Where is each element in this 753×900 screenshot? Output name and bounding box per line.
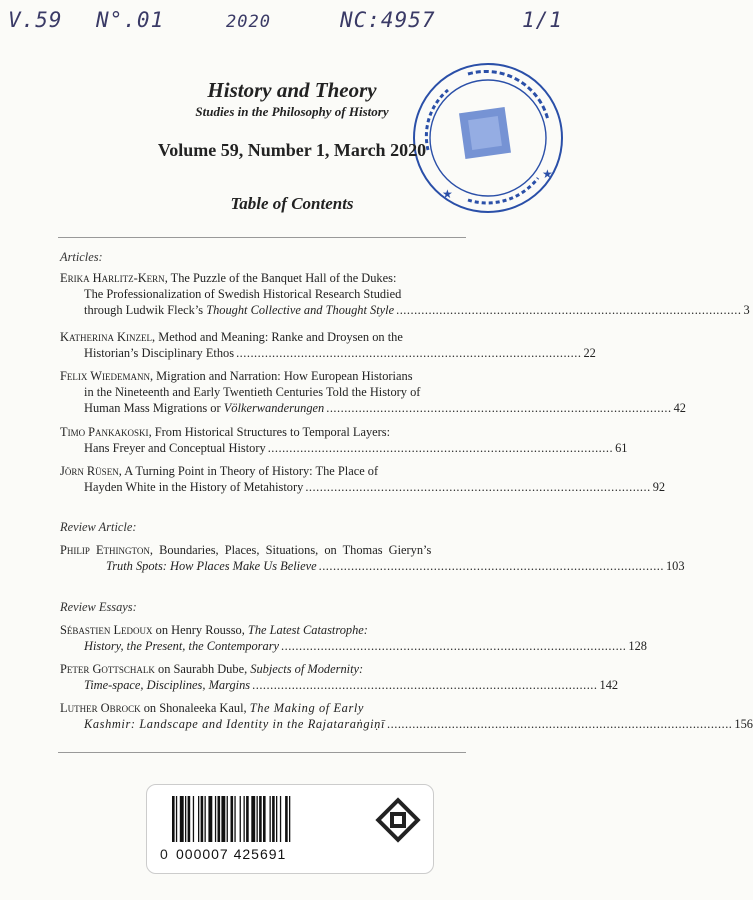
handwritten-volume: V.59: [8, 8, 63, 32]
entry-author: Peter Gottschalk: [60, 662, 155, 676]
entry-italic-title: Thought Collective and Thought Style: [206, 303, 395, 318]
entry-italic-title: Truth Spots: How Places Make Us Believe: [106, 559, 317, 574]
entry-title-line: A Turning Point in Theory of History: The Place of: [124, 464, 379, 478]
dot-leader: ................................................................................................: [281, 639, 627, 654]
barcode-leading-digit: 0: [160, 846, 168, 862]
entry-title-line: Boundaries, Places, Situations, on Thomas Gieryn’s: [159, 543, 432, 557]
barcode-bar: [218, 796, 221, 842]
journal-subtitle: Studies in the Philosophy of History: [195, 104, 389, 119]
toc-title: Table of Contents: [230, 194, 354, 213]
dot-leader: ................................................................................................: [387, 717, 733, 732]
toc-entry: [60, 622, 647, 654]
entry-author: Luther Obrock: [60, 701, 141, 715]
barcode-bar: [201, 796, 204, 842]
handwritten-nc: NC:4957: [340, 8, 436, 32]
svg-text:★: ★: [442, 187, 453, 201]
dot-leader: ................................................................................................: [236, 346, 582, 361]
svg-text:★: ★: [542, 167, 553, 181]
section-label-review-essays: Review Essays:: [60, 600, 137, 614]
entry-italic-title: The Latest Catastrophe:: [247, 623, 368, 637]
entry-title-line: Migration and Narration: How European Historians: [156, 369, 413, 383]
toc-entry: Philip Ethington, Boundaries, Places, Situations, on Thomas Gieryn’s Truth Spots: How Places Make Us Believe ................................................................................................ 103: [60, 543, 685, 574]
entry-title-line: on Henry Rousso,: [155, 623, 248, 637]
journal-title: History and Theory: [207, 78, 377, 102]
barcode-bar: [221, 796, 225, 842]
handwritten-fraction: 1/1: [522, 8, 563, 32]
section-label-articles: Articles:: [60, 250, 103, 264]
toc-entry: Timo Pankakoski, From Historical Structures to Temporal Layers: Hans Freyer and Conceptual History ................................................................................................ 61: [60, 425, 628, 456]
bottom-divider: [58, 752, 466, 753]
barcode-bar: [198, 796, 199, 842]
dot-leader: ................................................................................................: [326, 401, 672, 416]
barcode-bar: [289, 796, 290, 842]
toc-entry: [60, 661, 619, 693]
barcode-bar: [259, 796, 262, 842]
toc-entry: Katherina Kinzel, Method and Meaning: Ranke and Droysen on the Historian’s Disciplinary Ethos ................................................................................................ 22: [60, 330, 596, 361]
barcode-bar: [231, 796, 234, 842]
entry-title-line: The Professionalization of Swedish Historical Research Studied: [84, 287, 402, 302]
entry-author: Erika Harlitz-Kern: [60, 271, 165, 285]
top-divider: [58, 237, 466, 238]
entry-page: 61: [615, 441, 628, 456]
barcode-bar: [276, 796, 277, 842]
barcode-bar: [193, 796, 194, 842]
entry-title-line: Hayden White in the History of Metahistory: [84, 480, 304, 495]
entry-author: Katherina Kinzel: [60, 330, 152, 344]
entry-title-line: through Ludwik Fleck’s: [84, 303, 207, 318]
barcode-bar: [205, 796, 206, 842]
dot-leader: ................................................................................................: [305, 480, 651, 495]
barcode-bar: [280, 796, 281, 842]
toc-entry: Erika Harlitz-Kern, The Puzzle of the Banquet Hall of the Dukes: The Professionalization of Swedish Historical Research Studied through Ludwik Fleck’s Thought Collective and Thought Style ................................................................................................ 3: [60, 271, 750, 318]
toc-entry: [60, 700, 753, 732]
entry-italic-title: History, the Present, the Contemporary: [84, 639, 280, 654]
barcode-number: 000007 425691: [176, 846, 287, 862]
barcode-bar: [215, 796, 216, 842]
barcode-bar: [270, 796, 271, 842]
barcode-bar: [188, 796, 191, 842]
entry-author: Sébastien Ledoux: [60, 623, 153, 637]
barcode-bar: [180, 796, 184, 842]
entry-title-line: Human Mass Migrations or: [84, 401, 224, 416]
entry-page: 42: [673, 401, 686, 416]
entry-page: 92: [652, 480, 666, 495]
entry-title-line: Historian’s Disciplinary Ethos: [84, 346, 235, 361]
entry-italic-title: The Making of Early: [249, 701, 365, 715]
entry-italic-title: Kashmir: Landscape and Identity in the Rajataraṅgiṇī: [84, 717, 386, 732]
entry-author: Felix Wiedemann: [60, 369, 150, 383]
barcode-bar: [176, 796, 177, 842]
entry-page: 156: [734, 717, 753, 732]
entry-title-line: From Historical Structures to Temporal Layers:: [154, 425, 391, 439]
barcode-bar: [172, 796, 175, 842]
toc-entry: Felix Wiedemann, Migration and Narration: How European Historians in the Nineteenth and Early Twentieth Centuries Told the History of Human Mass Migrations or Völkerwanderungen ................................................................................................ 42: [60, 369, 686, 416]
dot-leader: ................................................................................................: [252, 678, 598, 693]
barcode-bar: [227, 796, 228, 842]
entry-title-line: on Saurabh Dube,: [158, 662, 251, 676]
entry-title-line: in the Nineteenth and Early Twentieth Centuries Told the History of: [84, 385, 421, 400]
library-logo-icon: [376, 798, 420, 842]
entry-page: 128: [628, 639, 647, 654]
barcode-bar: [272, 796, 275, 842]
barcode-bar: [185, 796, 186, 842]
entry-author: Jörn Rüsen: [60, 464, 119, 478]
barcode-icon: [172, 796, 372, 844]
barcode-bar: [244, 796, 245, 842]
barcode-bar: [263, 796, 266, 842]
barcode-bar: [251, 796, 255, 842]
barcode-bar: [208, 796, 212, 842]
barcode-bar: [246, 796, 249, 842]
dot-leader: ................................................................................................: [318, 559, 664, 574]
entry-page: 22: [583, 346, 596, 361]
entry-title-line: Hans Freyer and Conceptual History: [84, 441, 266, 456]
entry-title-line: The Puzzle of the Banquet Hall of the Dukes:: [170, 271, 397, 285]
volume-line: Volume 59, Number 1, March 2020: [157, 140, 427, 160]
dot-leader: ................................................................................................: [267, 441, 614, 456]
entry-author: Timo Pankakoski: [60, 425, 149, 439]
entry-author: Philip Ethington: [60, 543, 150, 557]
entry-italic-title: Völkerwanderungen: [223, 401, 325, 416]
barcode-bar: [257, 796, 258, 842]
entry-page: 103: [665, 559, 685, 574]
barcode-bar: [234, 796, 235, 842]
handwritten-year: 2020: [226, 12, 271, 32]
dot-leader: ................................................................................................: [396, 303, 742, 318]
entry-page: 3: [743, 303, 750, 318]
barcode-bar: [240, 796, 241, 842]
entry-italic-title: Subjects of Modernity:: [250, 662, 364, 676]
toc-entry: Jörn Rüsen, A Turning Point in Theory of History: The Place of Hayden White in the History of Metahistory ................................................................................................ 92: [60, 464, 666, 495]
barcode-bar: [285, 796, 288, 842]
entry-title-line: Method and Meaning: Ranke and Droysen on the: [158, 330, 403, 344]
entry-page: 142: [599, 678, 619, 693]
entry-title-line: on Shonaleeka Kaul,: [143, 701, 250, 715]
entry-italic-title: Time-space, Disciplines, Margins: [84, 678, 251, 693]
handwritten-number: N°.01: [96, 8, 165, 32]
section-label-review-article: Review Article:: [60, 520, 137, 534]
